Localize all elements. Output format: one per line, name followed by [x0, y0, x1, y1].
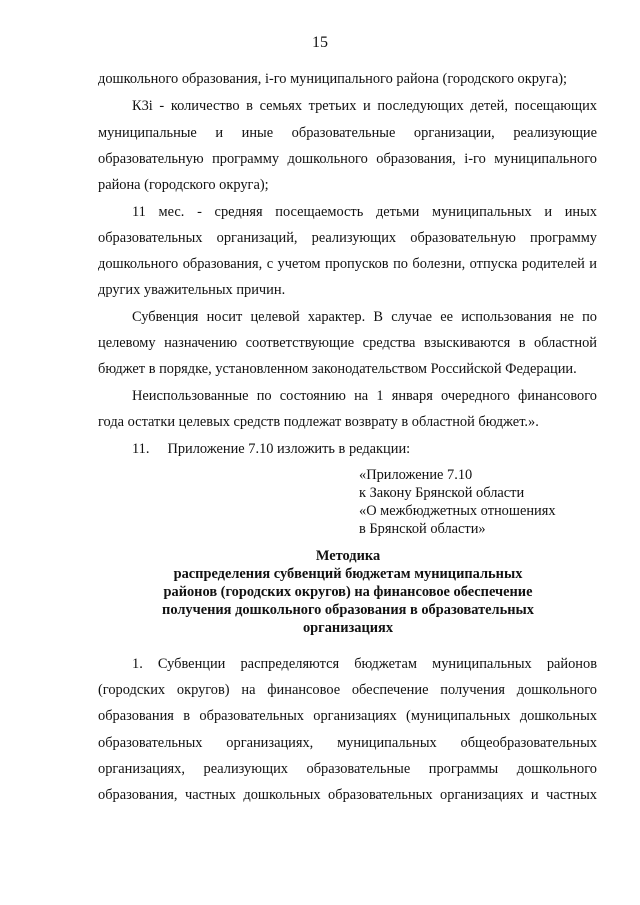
method-title-line: районов (городских округов) на финансовое обеспечение	[163, 584, 533, 600]
text-line: муниципальные и иные образовательные организации, реализующие	[98, 125, 597, 141]
text-line: К3i - количество в семьях третьих и последующих детей, посещающих	[132, 98, 597, 114]
text-line: других уважительных причин.	[98, 282, 286, 298]
text-line: Неиспользованные по состоянию на 1 января очередного финансового	[132, 388, 597, 404]
text-line: дошкольного образования, с учетом пропусков по болезни, отпуска родителей и	[98, 256, 597, 272]
amendment-item: 11. Приложение 7.10 изложить в редакции:	[132, 441, 411, 457]
appendix-header-line: «О межбюджетных отношениях	[359, 503, 556, 519]
text-line: образования, частных дошкольных образовательных организациях и частных	[98, 787, 597, 803]
appendix-header-line: в Брянской области»	[359, 521, 486, 537]
method-title-line: распределения субвенций бюджетам муниципальных	[173, 566, 523, 582]
method-title: Методика	[315, 548, 381, 564]
text-line: образовательную программу дошкольного образования, i-го муниципального	[98, 151, 597, 167]
text-line: района (городского округа);	[98, 177, 269, 193]
method-title-line: получения дошкольного образования в образовательных	[162, 602, 534, 618]
text-line: организациях, реализующих образовательные программы дошкольного	[98, 761, 597, 777]
appendix-header-line: «Приложение 7.10	[359, 467, 473, 483]
page-number: 15	[312, 34, 328, 51]
text-line: бюджет в порядке, установленном законодательством Российской Федерации.	[98, 361, 577, 377]
appendix-header-line: к Закону Брянской области	[359, 485, 525, 501]
text-line: Субвенция носит целевой характер. В случае ее использования не по	[132, 309, 597, 325]
text-line: целевому назначению соответствующие средства взыскиваются в областной	[98, 335, 597, 351]
text-line: 11 мес. - средняя посещаемость детьми муниципальных и иных	[132, 204, 597, 220]
text-line: дошкольного образования, i-го муниципального района (городского округа);	[98, 71, 568, 87]
text-line: образовательных организациях, муниципальных общеобразовательных	[98, 735, 597, 751]
text-line: 1. Субвенции распределяются бюджетам муниципальных районов	[132, 656, 597, 672]
text-line: образовательных организаций, реализующих образовательную программу	[98, 230, 597, 246]
method-title-line: организациях	[302, 620, 394, 636]
text-line: года остатки целевых средств подлежат возврату в областной бюджет.».	[98, 414, 539, 430]
text-line: (городских округов) на финансовое обеспечение получения дошкольного	[98, 682, 597, 698]
text-line: образования в образовательных организациях (муниципальных дошкольных	[98, 708, 597, 724]
